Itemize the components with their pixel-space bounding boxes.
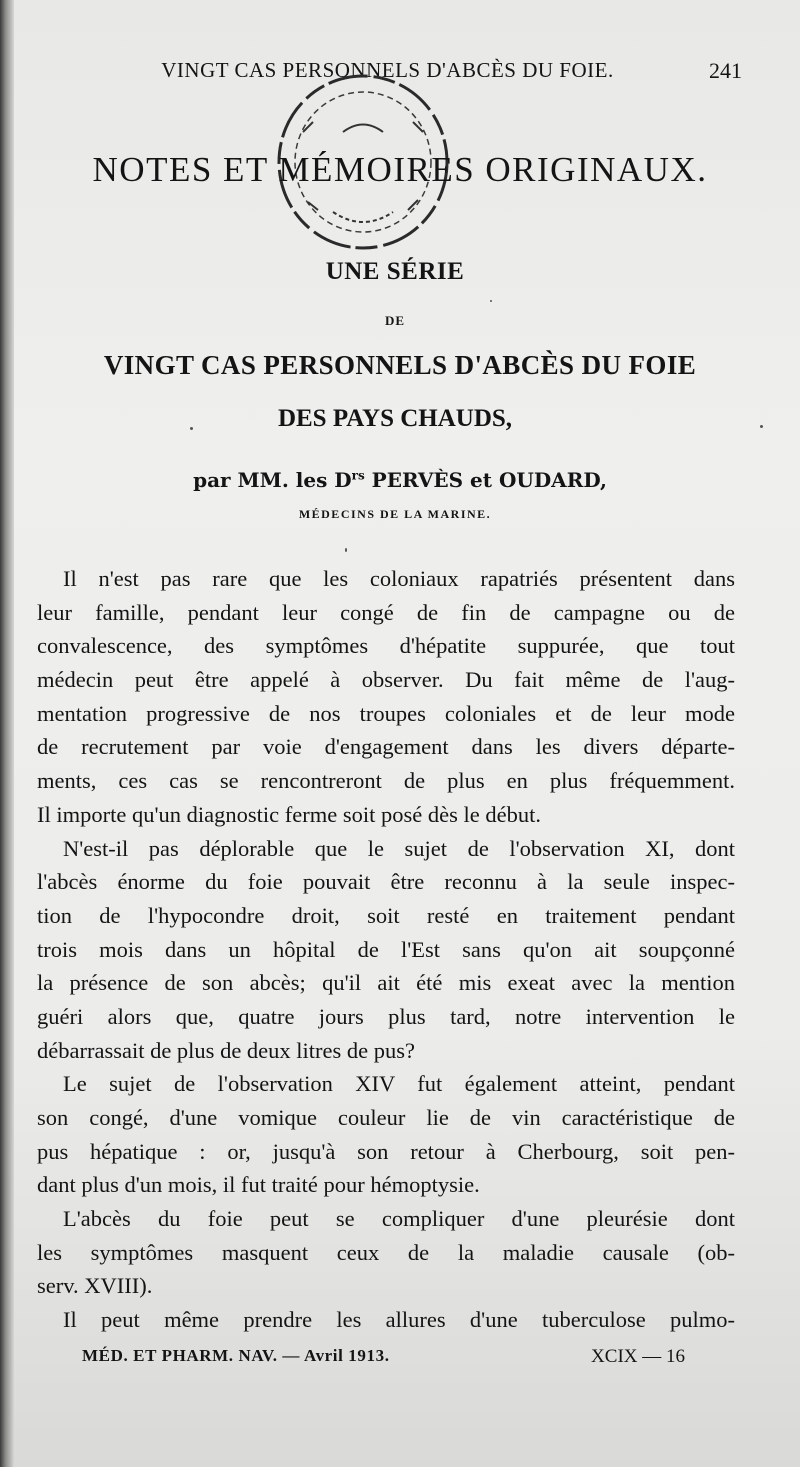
paper-speck	[345, 548, 347, 552]
body-line: Le sujet de l'observation XIV fut également atteint, pendant	[63, 1071, 735, 1097]
body-text	[37, 562, 735, 1337]
article-title-line4: DES PAYS CHAUDS,	[277, 405, 513, 432]
body-line: serv. XVIII).	[37, 1273, 153, 1299]
body-line: Il peut même prendre les allures d'une tuberculose pulmo-	[63, 1307, 735, 1333]
article-title-line3: VINGT CAS PERSONNELS D'ABCÈS DU FOIE	[103, 350, 697, 380]
byline-prefix: par MM. les D	[193, 468, 352, 492]
body-line: la présence de son abcès; qu'il ait été mis exeat avec la mention	[37, 970, 735, 996]
byline	[120, 468, 680, 492]
article-title-line2: DE	[384, 313, 406, 328]
section-title: NOTES ET MÉMOIRES ORIGINAUX.	[92, 150, 708, 189]
body-line: N'est-il pas déplorable que le sujet de l'observation XI, dont	[63, 835, 735, 861]
body-line: guéri alors que, quatre jours plus tard, notre intervention le	[37, 1003, 735, 1029]
body-line: débarrassait de plus de deux litres de pus?	[37, 1037, 416, 1063]
author-affiliation: MÉDECINS DE LA MARINE.	[298, 507, 492, 521]
body-line: l'abcès énorme du foie pouvait être reconnu à la seule inspec-	[37, 869, 735, 895]
body-line: dant plus d'un mois, il fut traité pour hémoptysie.	[37, 1172, 480, 1198]
body-line: Il importe qu'un diagnostic ferme soit posé dès le début.	[37, 801, 541, 827]
paper-speck	[490, 300, 492, 302]
body-line: pus hépatique : or, jusqu'à son retour à Cherbourg, soit pen-	[37, 1138, 735, 1164]
body-line: médecin peut être appelé à observer. Du fait même de l'aug-	[37, 667, 735, 693]
body-line: les symptômes masquent ceux de la maladie causale (ob-	[37, 1239, 735, 1265]
body-line: son congé, d'une vomique couleur lie de vin caractéristique de	[37, 1105, 735, 1130]
body-line: Il n'est pas rare que les coloniaux rapatriés présentent dans	[63, 566, 735, 591]
byline-superscript: rs	[351, 468, 365, 483]
paper-speck	[760, 425, 763, 428]
body-line: ments, ces cas se rencontreront de plus en plus fréquemment.	[37, 768, 735, 794]
body-line: leur famille, pendant leur congé de fin de campagne ou de	[37, 599, 735, 625]
body-line: tion de l'hypocondre droit, soit resté en traitement pendant	[37, 902, 735, 928]
body-line: convalescence, des symptômes d'hépatite suppurée, que tout	[37, 633, 735, 659]
byline-authors: PERVÈS et OUDARD,	[364, 468, 607, 492]
page-number: 241	[709, 58, 742, 83]
running-head: VINGT CAS PERSONNELS D'ABCÈS DU FOIE.	[161, 58, 614, 82]
body-line: trois mois dans un hôpital de l'Est sans qu'on ait soupçonné	[37, 936, 735, 962]
body-line: L'abcès du foie peut se compliquer d'une pleurésie dont	[63, 1206, 735, 1232]
article-title-line1: UNE SÉRIE	[325, 258, 465, 285]
body-line: de recrutement par voie d'engagement dans les divers départe-	[37, 734, 735, 760]
footer-signature: XCIX — 16	[591, 1346, 685, 1367]
body-line: mentation progressive de nos troupes coloniales et de leur mode	[37, 700, 735, 726]
paper-speck	[190, 427, 193, 430]
page-binding-edge	[0, 0, 14, 1467]
footer-journal: MÉD. ET PHARM. NAV. — Avril 1913.	[82, 1346, 390, 1365]
